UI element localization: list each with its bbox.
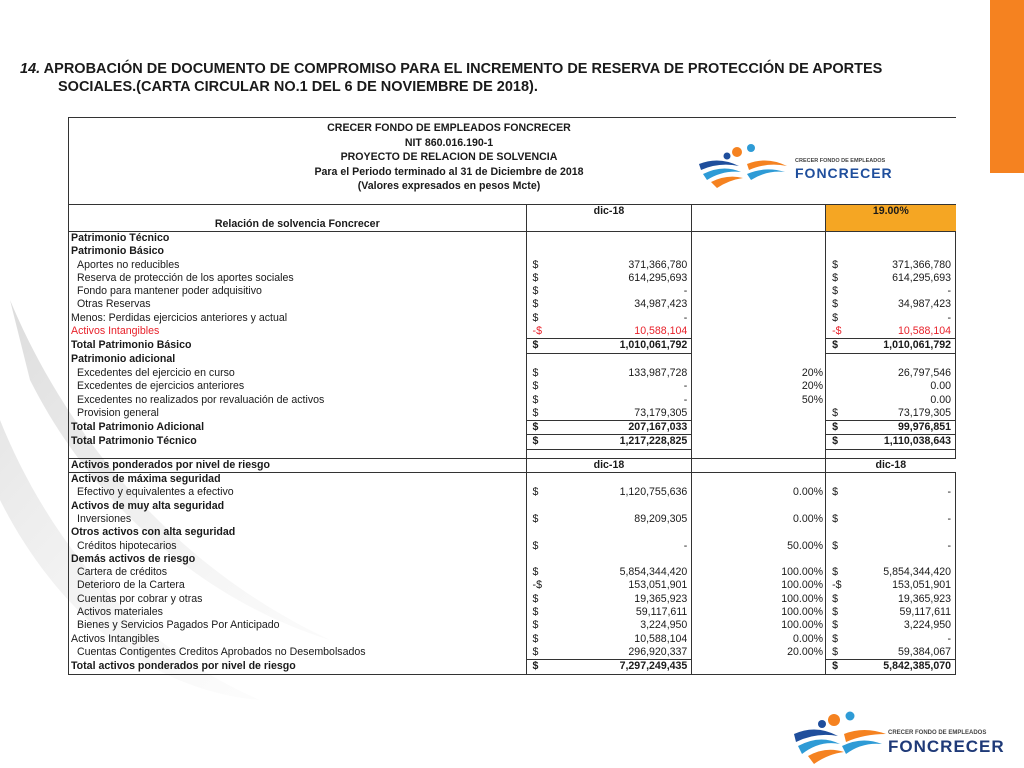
weighted-amount-value: 371,366,780 bbox=[850, 259, 956, 272]
header-line: PROYECTO DE RELACION DE SOLVENCIA bbox=[340, 151, 558, 163]
row-label: Excedentes no realizados por revaluación de activos bbox=[69, 394, 527, 407]
footer-foncrecer-logo bbox=[788, 704, 1024, 768]
amount-value: 34,987,423 bbox=[634, 298, 688, 311]
row-label: Total Patrimonio Adicional bbox=[69, 421, 527, 435]
amount-value: 10,588,104 bbox=[634, 325, 688, 338]
amount-value bbox=[580, 353, 692, 367]
row-label: Activos Intangibles bbox=[69, 325, 527, 339]
weight-percentage: 100.00% bbox=[692, 566, 826, 579]
footer-logo-name: FONCRECER bbox=[888, 737, 1005, 756]
weighted-amount-value: 99,976,851 bbox=[850, 421, 956, 435]
weight-percentage bbox=[692, 325, 826, 339]
currency-symbol: $ bbox=[526, 633, 580, 646]
row-label: Cuentas por cobrar y otras bbox=[69, 593, 527, 606]
period-header-2: dic-18 bbox=[826, 458, 956, 472]
currency-symbol bbox=[826, 500, 850, 513]
currency-symbol: $ bbox=[526, 513, 580, 526]
currency-symbol: $ bbox=[826, 633, 850, 646]
currency-symbol bbox=[826, 245, 850, 258]
spacer-cell bbox=[850, 449, 956, 458]
currency-symbol: $ bbox=[526, 380, 580, 393]
weighted-amount-value bbox=[850, 232, 956, 246]
amount-value: 207,167,033 bbox=[580, 421, 692, 435]
currency-symbol: $ bbox=[526, 593, 580, 606]
table-row bbox=[69, 232, 956, 246]
table-row bbox=[69, 259, 956, 272]
weight-percentage: 100.00% bbox=[692, 579, 826, 592]
amount-value: 5,854,344,420 bbox=[619, 566, 688, 579]
currency-symbol: $ bbox=[826, 435, 850, 449]
row-label: Demás activos de riesgo bbox=[69, 553, 527, 566]
weighted-amount-value: 3,224,950 bbox=[850, 619, 956, 632]
section-header-row bbox=[69, 458, 956, 472]
currency-symbol bbox=[526, 473, 580, 487]
weight-percentage bbox=[692, 272, 826, 285]
table-row bbox=[69, 407, 956, 421]
table-row bbox=[69, 566, 956, 579]
weight-percentage bbox=[692, 339, 826, 353]
weighted-amount-value: 153,051,901 bbox=[850, 579, 956, 592]
currency-symbol bbox=[526, 553, 580, 566]
blank-header bbox=[692, 458, 826, 472]
section-header-row bbox=[69, 205, 956, 232]
row-label: Otros activos con alta seguridad bbox=[69, 526, 527, 539]
weight-percentage bbox=[692, 298, 826, 311]
row-label: Activos Intangibles bbox=[69, 633, 527, 646]
amount-value: - bbox=[683, 380, 688, 393]
row-label: Aportes no reducibles bbox=[69, 259, 527, 272]
currency-symbol bbox=[526, 500, 580, 513]
amount-value bbox=[580, 553, 692, 566]
currency-symbol: $ bbox=[526, 540, 580, 553]
table-row bbox=[69, 394, 956, 407]
amount-value: 296,920,337 bbox=[628, 645, 688, 658]
table-row bbox=[69, 245, 956, 258]
table-row bbox=[69, 633, 956, 646]
currency-symbol: $ bbox=[526, 660, 580, 674]
weight-percentage bbox=[692, 407, 826, 421]
weighted-amount-value: - bbox=[850, 486, 956, 499]
amount-value: 1,010,061,792 bbox=[580, 339, 692, 353]
weight-percentage bbox=[692, 245, 826, 258]
weight-percentage: 0.00% bbox=[692, 486, 826, 499]
weighted-amount-value bbox=[850, 353, 956, 367]
table-row bbox=[69, 435, 956, 449]
currency-symbol: $ bbox=[826, 606, 850, 619]
table-row bbox=[69, 500, 956, 513]
slide-title-line2: SOCIALES.(CARTA CIRCULAR NO.1 DEL 6 DE NOVIEMBRE DE 2018). bbox=[58, 79, 538, 95]
weight-percentage: 20% bbox=[692, 367, 826, 380]
weighted-amount-value: - bbox=[850, 285, 956, 298]
logo-name: FONCRECER bbox=[795, 165, 893, 181]
row-label: Patrimonio adicional bbox=[69, 353, 527, 367]
amount-value bbox=[580, 232, 692, 246]
document-header-lines bbox=[169, 121, 729, 194]
row-label: Menos: Perdidas ejercicios anteriores y actual bbox=[69, 312, 527, 325]
currency-symbol: $ bbox=[526, 619, 580, 632]
currency-symbol: $ bbox=[526, 259, 580, 272]
weighted-amount-value: - bbox=[850, 540, 956, 553]
weighted-amount-value: 59,117,611 bbox=[850, 606, 956, 619]
currency-symbol bbox=[826, 353, 850, 367]
currency-symbol: $ bbox=[826, 259, 850, 272]
spacer-cell bbox=[526, 449, 580, 458]
slide-number: 14. bbox=[20, 61, 41, 77]
currency-symbol: $ bbox=[526, 421, 580, 435]
weight-percentage bbox=[692, 435, 826, 449]
percentage-header: 19.00% bbox=[826, 205, 956, 232]
row-label: Fondo para mantener poder adquisitivo bbox=[69, 285, 527, 298]
spacer-row bbox=[69, 449, 956, 458]
row-label: Activos de máxima seguridad bbox=[69, 473, 527, 487]
currency-symbol bbox=[826, 553, 850, 566]
weight-percentage bbox=[692, 232, 826, 246]
currency-symbol: $ bbox=[826, 646, 850, 660]
spacer-cell bbox=[69, 449, 527, 458]
currency-symbol: $ bbox=[826, 486, 850, 499]
amount-value: 133,987,728 bbox=[628, 366, 688, 379]
table-row bbox=[69, 526, 956, 539]
amount-value: - bbox=[683, 285, 688, 298]
currency-symbol: $ bbox=[826, 660, 850, 674]
amount-value bbox=[580, 245, 692, 258]
weight-percentage: 0.00% bbox=[692, 633, 826, 646]
weighted-amount-value: 1,110,038,643 bbox=[850, 435, 956, 449]
currency-symbol: -$ bbox=[526, 325, 580, 339]
currency-symbol bbox=[526, 526, 580, 539]
amount-value: 153,051,901 bbox=[628, 579, 688, 592]
section-title: Activos ponderados por nivel de riesgo bbox=[69, 458, 527, 472]
amount-value: 614,295,693 bbox=[628, 271, 688, 284]
weighted-amount-value bbox=[850, 526, 956, 539]
currency-symbol: $ bbox=[826, 593, 850, 606]
table-row bbox=[69, 298, 956, 311]
row-label: Cartera de créditos bbox=[69, 566, 527, 579]
amount-value: 371,366,780 bbox=[628, 258, 688, 271]
solvency-table bbox=[68, 204, 956, 675]
row-label: Créditos hipotecarios bbox=[69, 540, 527, 553]
table-row bbox=[69, 380, 956, 393]
currency-symbol: $ bbox=[826, 285, 850, 298]
weighted-amount-value: 10,588,104 bbox=[850, 325, 956, 339]
weight-percentage bbox=[692, 421, 826, 435]
amount-value bbox=[580, 526, 692, 539]
weighted-amount-value: - bbox=[850, 312, 956, 325]
weight-percentage bbox=[692, 526, 826, 539]
amount-value: 7,297,249,435 bbox=[580, 660, 692, 674]
weighted-amount-value: 19,365,923 bbox=[850, 593, 956, 606]
currency-symbol: $ bbox=[526, 339, 580, 353]
currency-symbol: $ bbox=[526, 367, 580, 380]
header-line: NIT 860.016.190-1 bbox=[404, 136, 494, 149]
row-label: Activos de muy alta seguridad bbox=[69, 500, 527, 513]
currency-symbol: $ bbox=[826, 298, 850, 311]
table-row bbox=[69, 553, 956, 566]
table-row bbox=[69, 646, 956, 660]
foncrecer-logo-mark-icon bbox=[699, 144, 787, 188]
amount-value: 3,224,950 bbox=[640, 619, 688, 632]
slide-title bbox=[20, 60, 980, 96]
weighted-amount-value: - bbox=[850, 513, 956, 526]
weighted-amount-value bbox=[850, 245, 956, 258]
amount-value: 89,209,305 bbox=[634, 512, 688, 525]
weighted-amount-value bbox=[850, 553, 956, 566]
amount-value: - bbox=[683, 539, 688, 552]
weight-percentage bbox=[692, 500, 826, 513]
currency-symbol bbox=[826, 380, 850, 393]
table-row bbox=[69, 593, 956, 606]
table-row bbox=[69, 312, 956, 325]
amount-value: 19,365,923 bbox=[634, 592, 688, 605]
currency-symbol: $ bbox=[526, 407, 580, 421]
table-row bbox=[69, 285, 956, 298]
footer-logo-mark-icon bbox=[794, 712, 886, 765]
spacer-cell bbox=[692, 449, 826, 458]
row-label: Bienes y Servicios Pagados Por Anticipado bbox=[69, 619, 527, 632]
table-row bbox=[69, 272, 956, 285]
weighted-amount-value: 0.00 bbox=[850, 380, 956, 393]
table-row bbox=[69, 486, 956, 499]
row-label: Provision general bbox=[69, 407, 527, 421]
currency-symbol: $ bbox=[826, 421, 850, 435]
amount-value: 10,588,104 bbox=[634, 632, 688, 645]
weighted-amount-value: 0.00 bbox=[850, 394, 956, 407]
weight-percentage: 20.00% bbox=[692, 646, 826, 660]
currency-symbol bbox=[826, 394, 850, 407]
row-label: Otras Reservas bbox=[69, 298, 527, 311]
weight-percentage bbox=[692, 259, 826, 272]
weight-percentage: 100.00% bbox=[692, 619, 826, 632]
solvency-document bbox=[68, 117, 956, 702]
currency-symbol: $ bbox=[526, 312, 580, 325]
row-label: Total Patrimonio Básico bbox=[69, 339, 527, 353]
table-row bbox=[69, 367, 956, 380]
weight-percentage: 0.00% bbox=[692, 513, 826, 526]
amount-value: 59,117,611 bbox=[635, 606, 688, 619]
document-header bbox=[68, 117, 956, 205]
table-row bbox=[69, 339, 956, 353]
logo-tagline: CRECER FONDO DE EMPLEADOS bbox=[795, 158, 886, 164]
weight-percentage bbox=[692, 285, 826, 298]
row-label: Deterioro de la Cartera bbox=[69, 579, 527, 592]
weight-percentage bbox=[692, 660, 826, 674]
weighted-amount-value: - bbox=[850, 633, 956, 646]
row-label: Total Patrimonio Técnico bbox=[69, 435, 527, 449]
currency-symbol: -$ bbox=[526, 579, 580, 592]
currency-symbol: $ bbox=[526, 272, 580, 285]
currency-symbol: $ bbox=[526, 606, 580, 619]
header-line: CRECER FONDO DE EMPLEADOS FONCRECER bbox=[327, 122, 571, 134]
weight-percentage: 100.00% bbox=[692, 606, 826, 619]
table-row bbox=[69, 421, 956, 435]
weighted-amount-value: 34,987,423 bbox=[850, 298, 956, 311]
row-label: Reserva de protección de los aportes sociales bbox=[69, 272, 527, 285]
weight-percentage: 20% bbox=[692, 380, 826, 393]
currency-symbol: $ bbox=[826, 272, 850, 285]
table-row bbox=[69, 606, 956, 619]
currency-symbol: $ bbox=[826, 513, 850, 526]
amount-value: 73,179,305 bbox=[634, 406, 688, 419]
weighted-amount-value: 5,842,385,070 bbox=[850, 660, 956, 674]
currency-symbol bbox=[526, 245, 580, 258]
table-row bbox=[69, 325, 956, 339]
orange-accent-bar bbox=[990, 0, 1024, 173]
weight-percentage: 50.00% bbox=[692, 540, 826, 553]
row-label: Patrimonio Técnico bbox=[69, 232, 527, 246]
weight-percentage bbox=[692, 353, 826, 367]
currency-symbol bbox=[526, 353, 580, 367]
footer-logo-tagline: CRECER FONDO DE EMPLEADOS bbox=[888, 730, 987, 736]
currency-symbol bbox=[826, 232, 850, 246]
period-header: dic-18 bbox=[526, 205, 692, 232]
currency-symbol bbox=[526, 232, 580, 246]
table-row bbox=[69, 579, 956, 592]
table-row bbox=[69, 619, 956, 632]
weight-percentage bbox=[692, 473, 826, 487]
foncrecer-logo bbox=[689, 134, 929, 194]
weighted-amount-value: 614,295,693 bbox=[850, 272, 956, 285]
weighted-amount-value bbox=[850, 473, 956, 487]
amount-value bbox=[580, 500, 692, 513]
row-label: Excedentes del ejercicio en curso bbox=[69, 367, 527, 380]
table-row bbox=[69, 540, 956, 553]
amount-value: 1,120,755,636 bbox=[619, 486, 688, 499]
table-row bbox=[69, 660, 956, 674]
currency-symbol: -$ bbox=[826, 325, 850, 339]
weighted-amount-value: 59,384,067 bbox=[850, 646, 956, 660]
weight-percentage: 100.00% bbox=[692, 593, 826, 606]
row-label: Activos materiales bbox=[69, 606, 527, 619]
currency-symbol: $ bbox=[526, 646, 580, 660]
section-title: Relación de solvencia Foncrecer bbox=[69, 205, 527, 232]
weighted-amount-value: 1,010,061,792 bbox=[850, 339, 956, 353]
slide-title-line1: APROBACIÓN DE DOCUMENTO DE COMPROMISO PARA EL INCREMENTO DE RESERVA DE PROTECCIÓN DE APORTES bbox=[43, 61, 883, 77]
header-line: (Valores expresados en pesos Mcte) bbox=[357, 180, 541, 192]
header-line: Para el Periodo terminado al 31 de Diciembre de 2018 bbox=[314, 165, 584, 178]
row-label: Patrimonio Básico bbox=[69, 245, 527, 258]
weighted-amount-value: 5,854,344,420 bbox=[850, 566, 956, 579]
currency-symbol: $ bbox=[826, 312, 850, 325]
currency-symbol: $ bbox=[526, 486, 580, 499]
amount-value: 1,217,228,825 bbox=[580, 435, 692, 449]
weight-percentage: 50% bbox=[692, 394, 826, 407]
currency-symbol bbox=[826, 473, 850, 487]
table-row bbox=[69, 513, 956, 526]
currency-symbol: -$ bbox=[826, 579, 850, 592]
currency-symbol: $ bbox=[826, 540, 850, 553]
row-label: Total activos ponderados por nivel de riesgo bbox=[69, 660, 527, 674]
period-header: dic-18 bbox=[526, 458, 692, 472]
weighted-amount-value: 73,179,305 bbox=[850, 407, 956, 421]
spacer-cell bbox=[826, 449, 850, 458]
currency-symbol: $ bbox=[526, 298, 580, 311]
row-label: Inversiones bbox=[69, 513, 527, 526]
currency-symbol bbox=[826, 526, 850, 539]
currency-symbol: $ bbox=[526, 285, 580, 298]
table-row bbox=[69, 353, 956, 367]
currency-symbol: $ bbox=[826, 339, 850, 353]
currency-symbol bbox=[826, 367, 850, 380]
amount-value: - bbox=[683, 393, 688, 406]
weighted-amount-value: 26,797,546 bbox=[850, 367, 956, 380]
row-label: Excedentes de ejercicios anteriores bbox=[69, 380, 527, 393]
currency-symbol: $ bbox=[526, 394, 580, 407]
currency-symbol: $ bbox=[826, 407, 850, 421]
blank-header bbox=[692, 205, 826, 232]
currency-symbol: $ bbox=[826, 566, 850, 579]
spacer-cell bbox=[580, 449, 692, 458]
row-label: Efectivo y equivalentes a efectivo bbox=[69, 486, 527, 499]
amount-value: - bbox=[683, 311, 688, 324]
currency-symbol: $ bbox=[826, 619, 850, 632]
weighted-amount-value bbox=[850, 500, 956, 513]
weight-percentage bbox=[692, 312, 826, 325]
amount-value bbox=[580, 473, 692, 487]
table-row bbox=[69, 473, 956, 487]
weight-percentage bbox=[692, 553, 826, 566]
currency-symbol: $ bbox=[526, 566, 580, 579]
row-label: Cuentas Contigentes Creditos Aprobados no Desembolsados bbox=[69, 646, 527, 660]
currency-symbol: $ bbox=[526, 435, 580, 449]
